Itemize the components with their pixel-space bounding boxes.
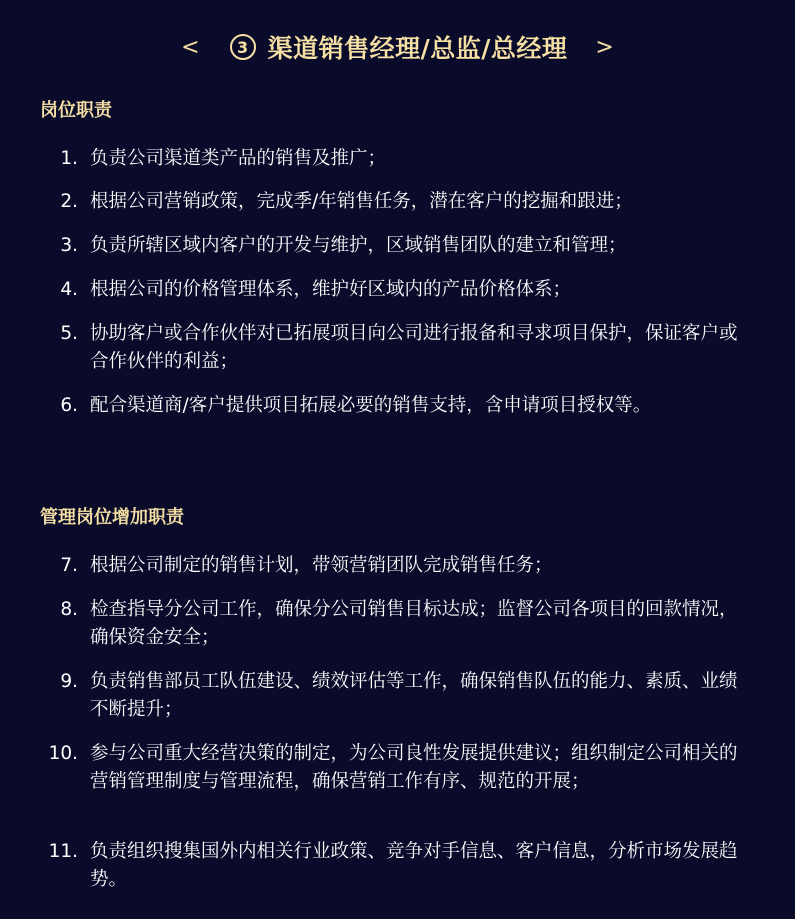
list-item	[0, 552, 795, 580]
item-number: 9.	[60, 671, 78, 692]
item-number: 7.	[60, 555, 78, 576]
item-text: 根据公司制定的销售计划，带领营销团队完成销售任务；	[90, 555, 553, 576]
list-item	[0, 145, 795, 173]
item-text: 负责公司渠道类产品的销售及推广；	[90, 148, 387, 169]
item-text: 检查指导分公司工作，确保分公司销售目标达成；监督公司各项目的回款情况，确保资金安全；	[90, 599, 738, 648]
previous-arrow-icon[interactable]: <	[181, 34, 200, 60]
page-title: 渠道销售经理/总监/总经理	[267, 34, 568, 63]
list-item	[0, 838, 795, 894]
item-number: 5.	[60, 323, 78, 344]
list-item	[0, 276, 795, 304]
item-number: 1.	[60, 148, 78, 169]
circled-number-badge: 3	[230, 34, 256, 60]
item-text: 负责所辖区域内客户的开发与维护，区域销售团队的建立和管理；	[90, 235, 627, 256]
list-item	[0, 668, 795, 724]
section-heading-management-duties: 管理岗位增加职责	[40, 507, 184, 528]
next-arrow-icon[interactable]: >	[595, 34, 614, 60]
title-bar	[0, 24, 795, 70]
item-number: 11.	[48, 841, 78, 862]
item-text: 负责组织搜集国外内相关行业政策、竞争对手信息、客户信息，分析市场发展趋势。	[90, 841, 738, 890]
item-number: 6.	[60, 395, 78, 416]
list-item	[0, 232, 795, 260]
item-number: 2.	[60, 191, 78, 212]
item-number: 4.	[60, 279, 78, 300]
item-number: 8.	[60, 599, 78, 620]
item-text: 负责销售部员工队伍建设、绩效评估等工作，确保销售队伍的能力、素质、业绩不断提升；	[90, 671, 738, 720]
list-item	[0, 188, 795, 216]
item-number: 3.	[60, 235, 78, 256]
list-item	[0, 320, 795, 376]
item-text: 根据公司的价格管理体系，维护好区域内的产品价格体系；	[90, 279, 572, 300]
item-number: 10.	[48, 743, 78, 764]
item-text: 根据公司营销政策，完成季/年销售任务，潜在客户的挖掘和跟进；	[90, 191, 633, 212]
section-heading-duties: 岗位职责	[40, 100, 112, 121]
list-item	[0, 596, 795, 652]
item-text: 协助客户或合作伙伴对已拓展项目向公司进行报备和寻求项目保护，保证客户或合作伙伴的利益；	[90, 323, 738, 372]
list-item	[0, 740, 795, 796]
item-text: 参与公司重大经营决策的制定，为公司良性发展提供建议；组织制定公司相关的营销管理制度与管理流程，确保营销工作有序、规范的开展；	[90, 743, 738, 792]
list-item	[0, 392, 795, 420]
item-text: 配合渠道商/客户提供项目拓展必要的销售支持，含申请项目授权等。	[90, 395, 652, 416]
